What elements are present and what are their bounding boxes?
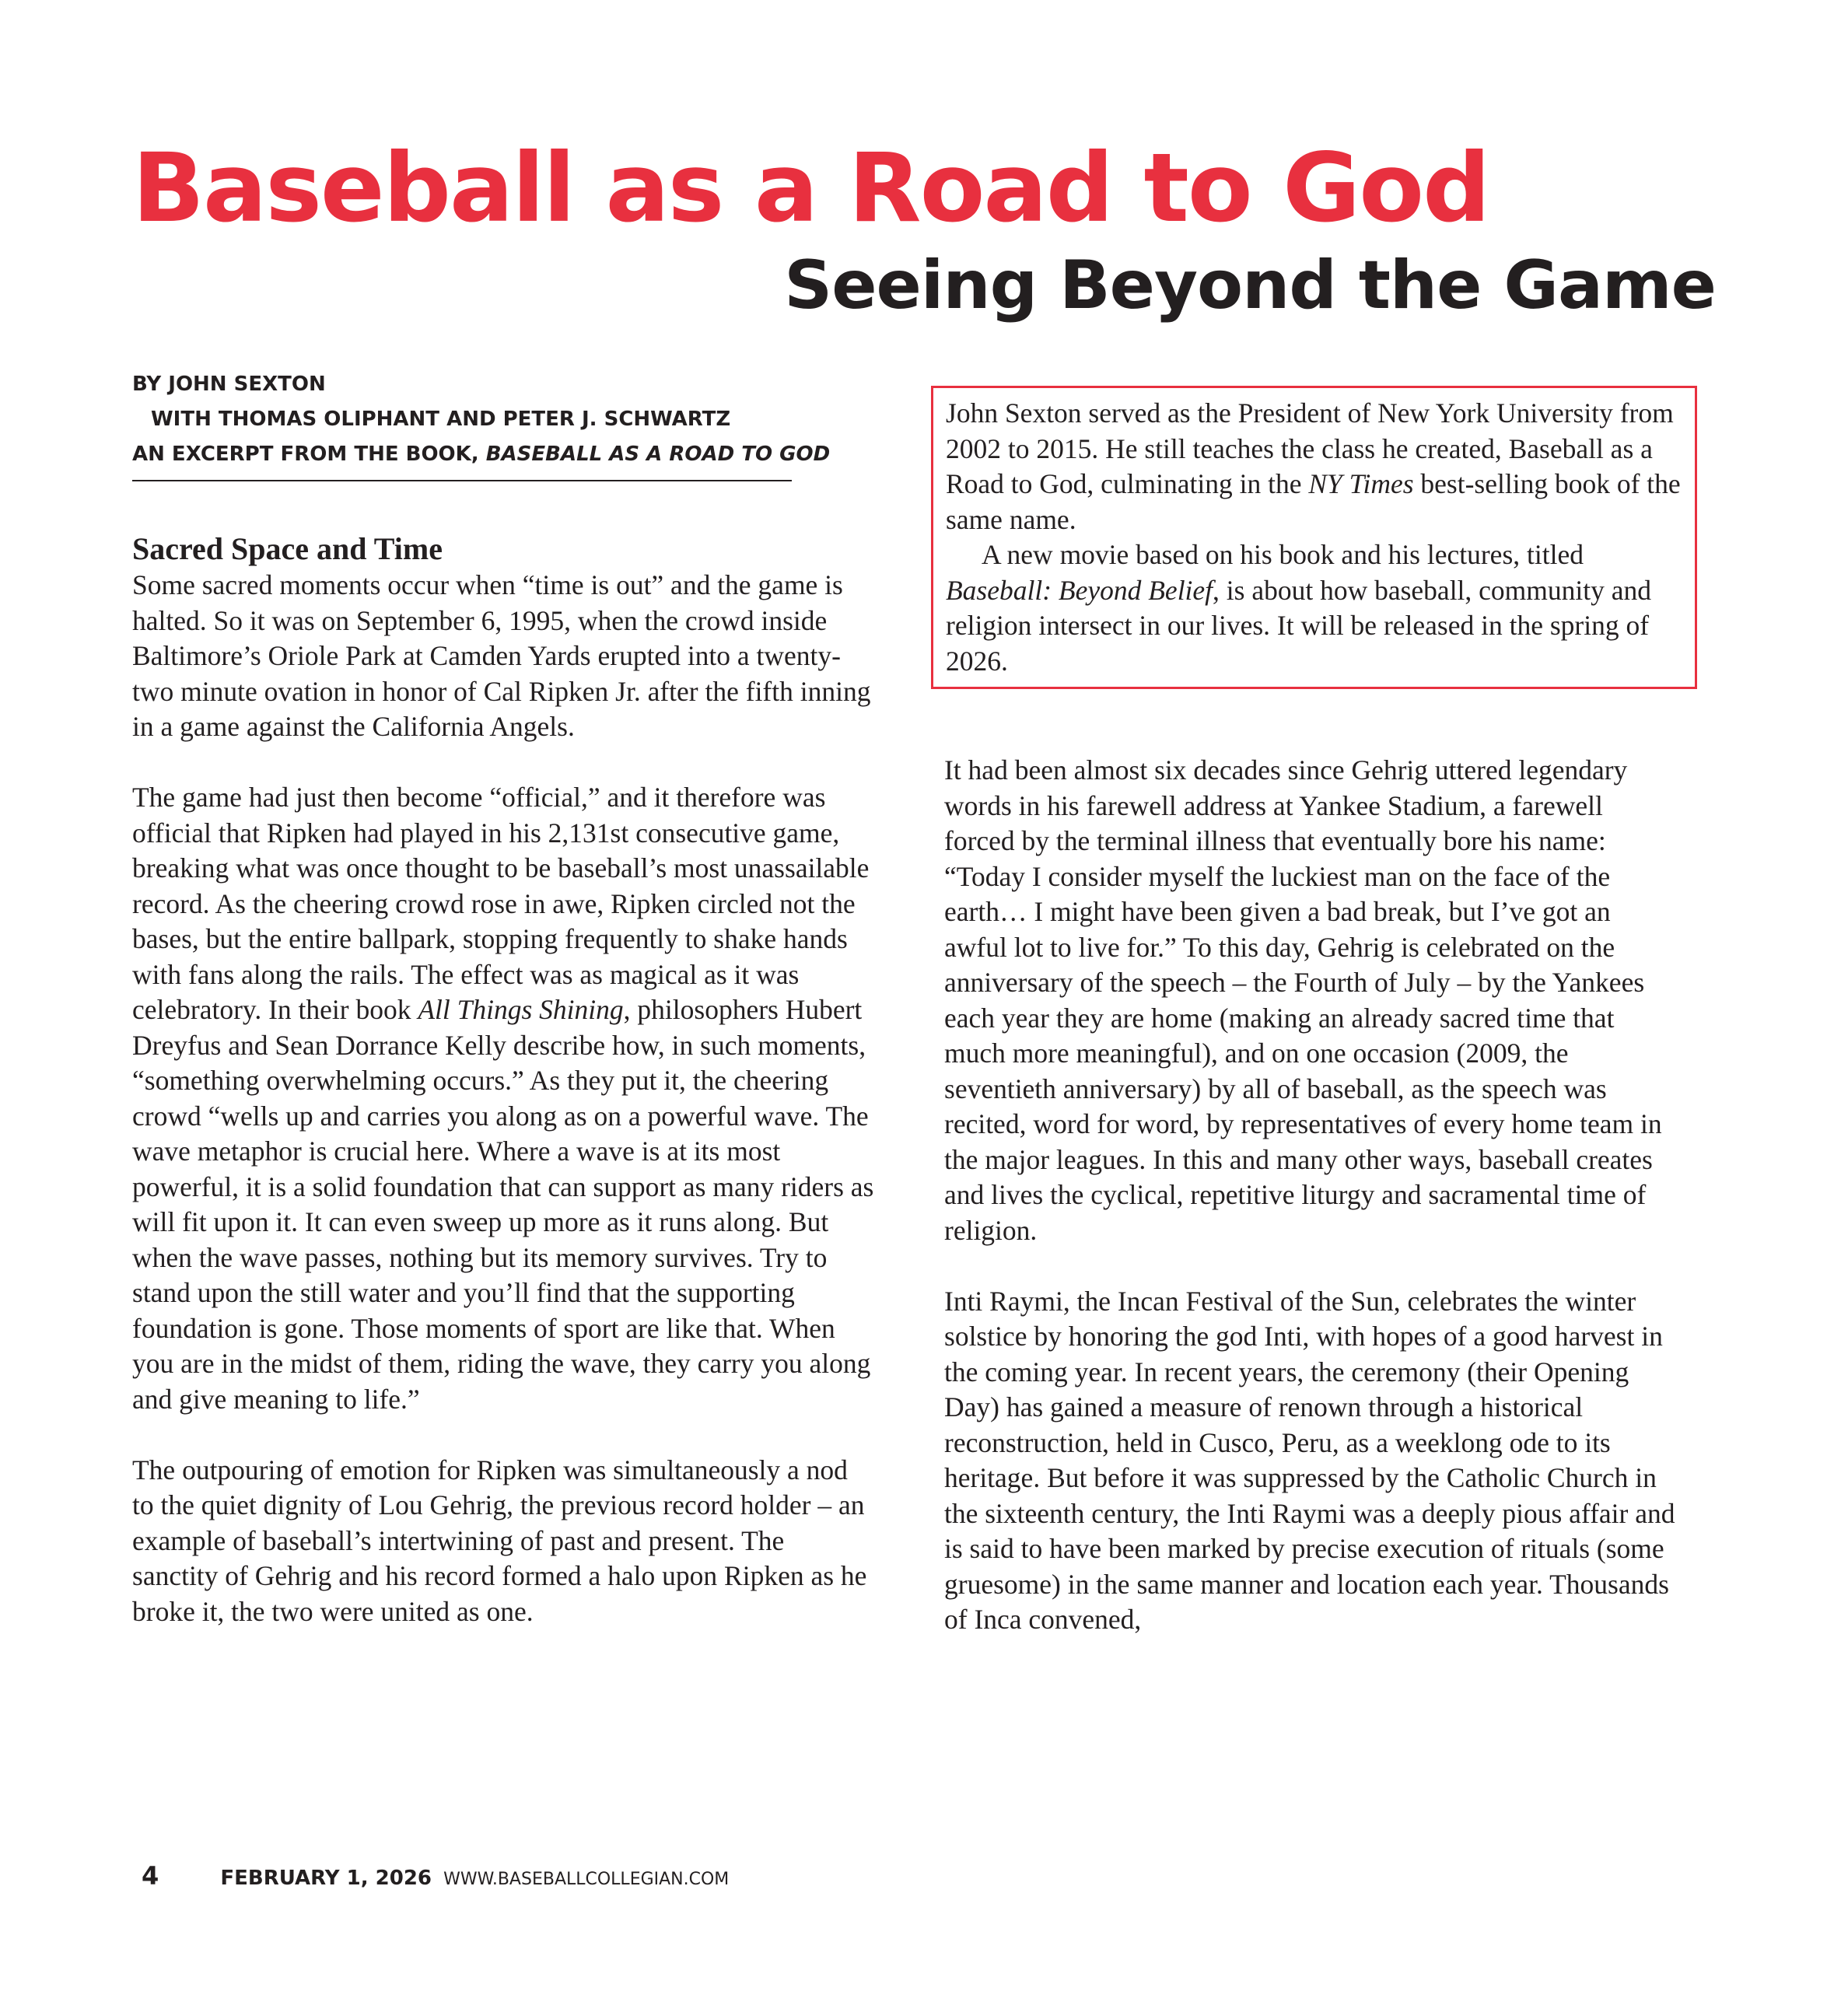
note-bio-text-a: John Sexton served as the President of New York University from 2002 to 2015. He still teaches the class he created, Baseball as a Road to God, culminating in the [946, 397, 1674, 499]
page-number: 4 [142, 1861, 159, 1891]
publication-name: NY Times [1308, 468, 1414, 499]
paragraph-official-game-text-b: , philosophers Hubert Dreyfus and Sean Dorrance Kelly describe how, in such moments, “something overwhelming occurs.” As they put it, the cheering crowd “wells up and carries you along as on a powerful wave. The wave metaphor is crucial here. Where a wave is at its most powerful, it is a solid foundation that can support as many riders as will fit upon it. It can even sweep up more as it runs along. But when the wave passes, nothing but its memory survives. Try to stand upon the still water and you’ll find that the supporting foundation is gone. Those moments of sport are like that. When you are in the midst of them, riding the wave, they carry you along and give meaning to life.” [132, 994, 874, 1415]
paragraph-inti-raymi: Inti Raymi, the Incan Festival of the Sun, celebrates the winter solstice by honoring the god Inti, with hopes of a good harvest in the coming year. In recent years, the ceremony (their Opening Day) has gained a measure of renown through a historical reconstruction, held in Cusco, Peru, as a weeklong ode to its heritage. But before it was suppressed by the Catholic Church in the sixteenth century, the Inti Raymi was a deeply pious affair and is said to have been marked by precise execution of rituals (some gruesome) in the same manner and location each year. Thousands of Inca convened, [944, 1285, 1675, 1635]
issue-date: FEBRUARY 1, 2026 [220, 1867, 432, 1890]
byline-excerpt-prefix: AN EXCERPT FROM THE BOOK, [132, 443, 486, 466]
section-heading: Sacred Space and Time [132, 531, 443, 566]
byline [132, 367, 831, 481]
byline-author: BY JOHN SEXTON [132, 373, 326, 396]
paragraph-gehrig-speech: It had been almost six decades since Gehrig uttered legendary words in his farewell address at Yankee Stadium, a farewell forced by the terminal illness that eventually bore his name: “Today I consider myself the luckiest man on the face of the earth… I might have been given a bad break, but I’ve got an awful lot to live for.” To this day, Gehrig is celebrated on the anniversary of the speech – the Fourth of July – by the Yankees each year they are home (making an already sacred time that much more meaningful), and on one occasion (2009, the seventieth anniversary) by all of baseball, as the speech was recited, word for word, by representatives of every home team in the major leagues. In this and many other ways, baseball creates and lives the cyclical, repetitive liturgy and sacramental time of religion. [944, 754, 1662, 1246]
byline-coauthors: WITH THOMAS OLIPHANT AND PETER J. SCHWARTZ [151, 408, 731, 431]
article-subtitle: Seeing Beyond the Game [784, 247, 1716, 324]
paragraph-official-game-text-a: The game had just then become “official,” and it therefore was official that Ripken had played in his 2,131st consecutive game, breaking what was once thought to be baseball’s most unassailable record. As the cheering crowd rose in awe, Ripken circled not the bases, but the entire ballpark, stopping frequently to shake hands with fans along the rails. The effect was as magical as it was celebratory. In their book [132, 782, 870, 1025]
paragraph-gehrig-halo: The outpouring of emotion for Ripken was simultaneously a nod to the quiet dignity of Lou Gehrig, the previous record holder – an example of baseball’s intertwining of past and present. The sanctity of Gehrig and his record formed a halo upon Ripken as he broke it, the two were united as one. [132, 1454, 867, 1627]
film-title: Baseball: Beyond Belief [946, 574, 1213, 606]
note-bio-text-b: best-selling book of the same name. [946, 468, 1681, 535]
byline-book-title: BASEBALL AS A ROAD TO GOD [485, 443, 831, 466]
website-url: WWW.BASEBALLCOLLEGIAN.COM [443, 1870, 730, 1889]
right-column [944, 753, 1679, 1638]
note-movie-text-a: A new movie based on his book and his lectures, titled [982, 539, 1584, 570]
page-footer [142, 1861, 729, 1891]
article-title: Baseball as a Road to God [132, 133, 1489, 243]
paragraph-ripken-ovation: Some sacred moments occur when “time is out” and the game is halted. So it was on September 6, 1995, when the crowd inside Baltimore’s Oriole Park at Camden Yards erupted into a twenty-two minute ovation in honor of Cal Ripken Jr. after the fifth inning in a game against the California Angels. [132, 569, 871, 742]
paragraph-official-game [132, 780, 875, 1417]
note-movie-text-b: , is about how baseball, community and religion intersect in our lives. It will be released in the spring of 2026. [946, 574, 1652, 677]
author-note-box [931, 386, 1697, 689]
book-title-all-things-shining: All Things Shining [418, 994, 624, 1025]
left-column [132, 530, 875, 1629]
note-paragraph-movie [946, 537, 1682, 679]
byline-excerpt [132, 437, 831, 472]
note-paragraph-bio [946, 396, 1682, 537]
